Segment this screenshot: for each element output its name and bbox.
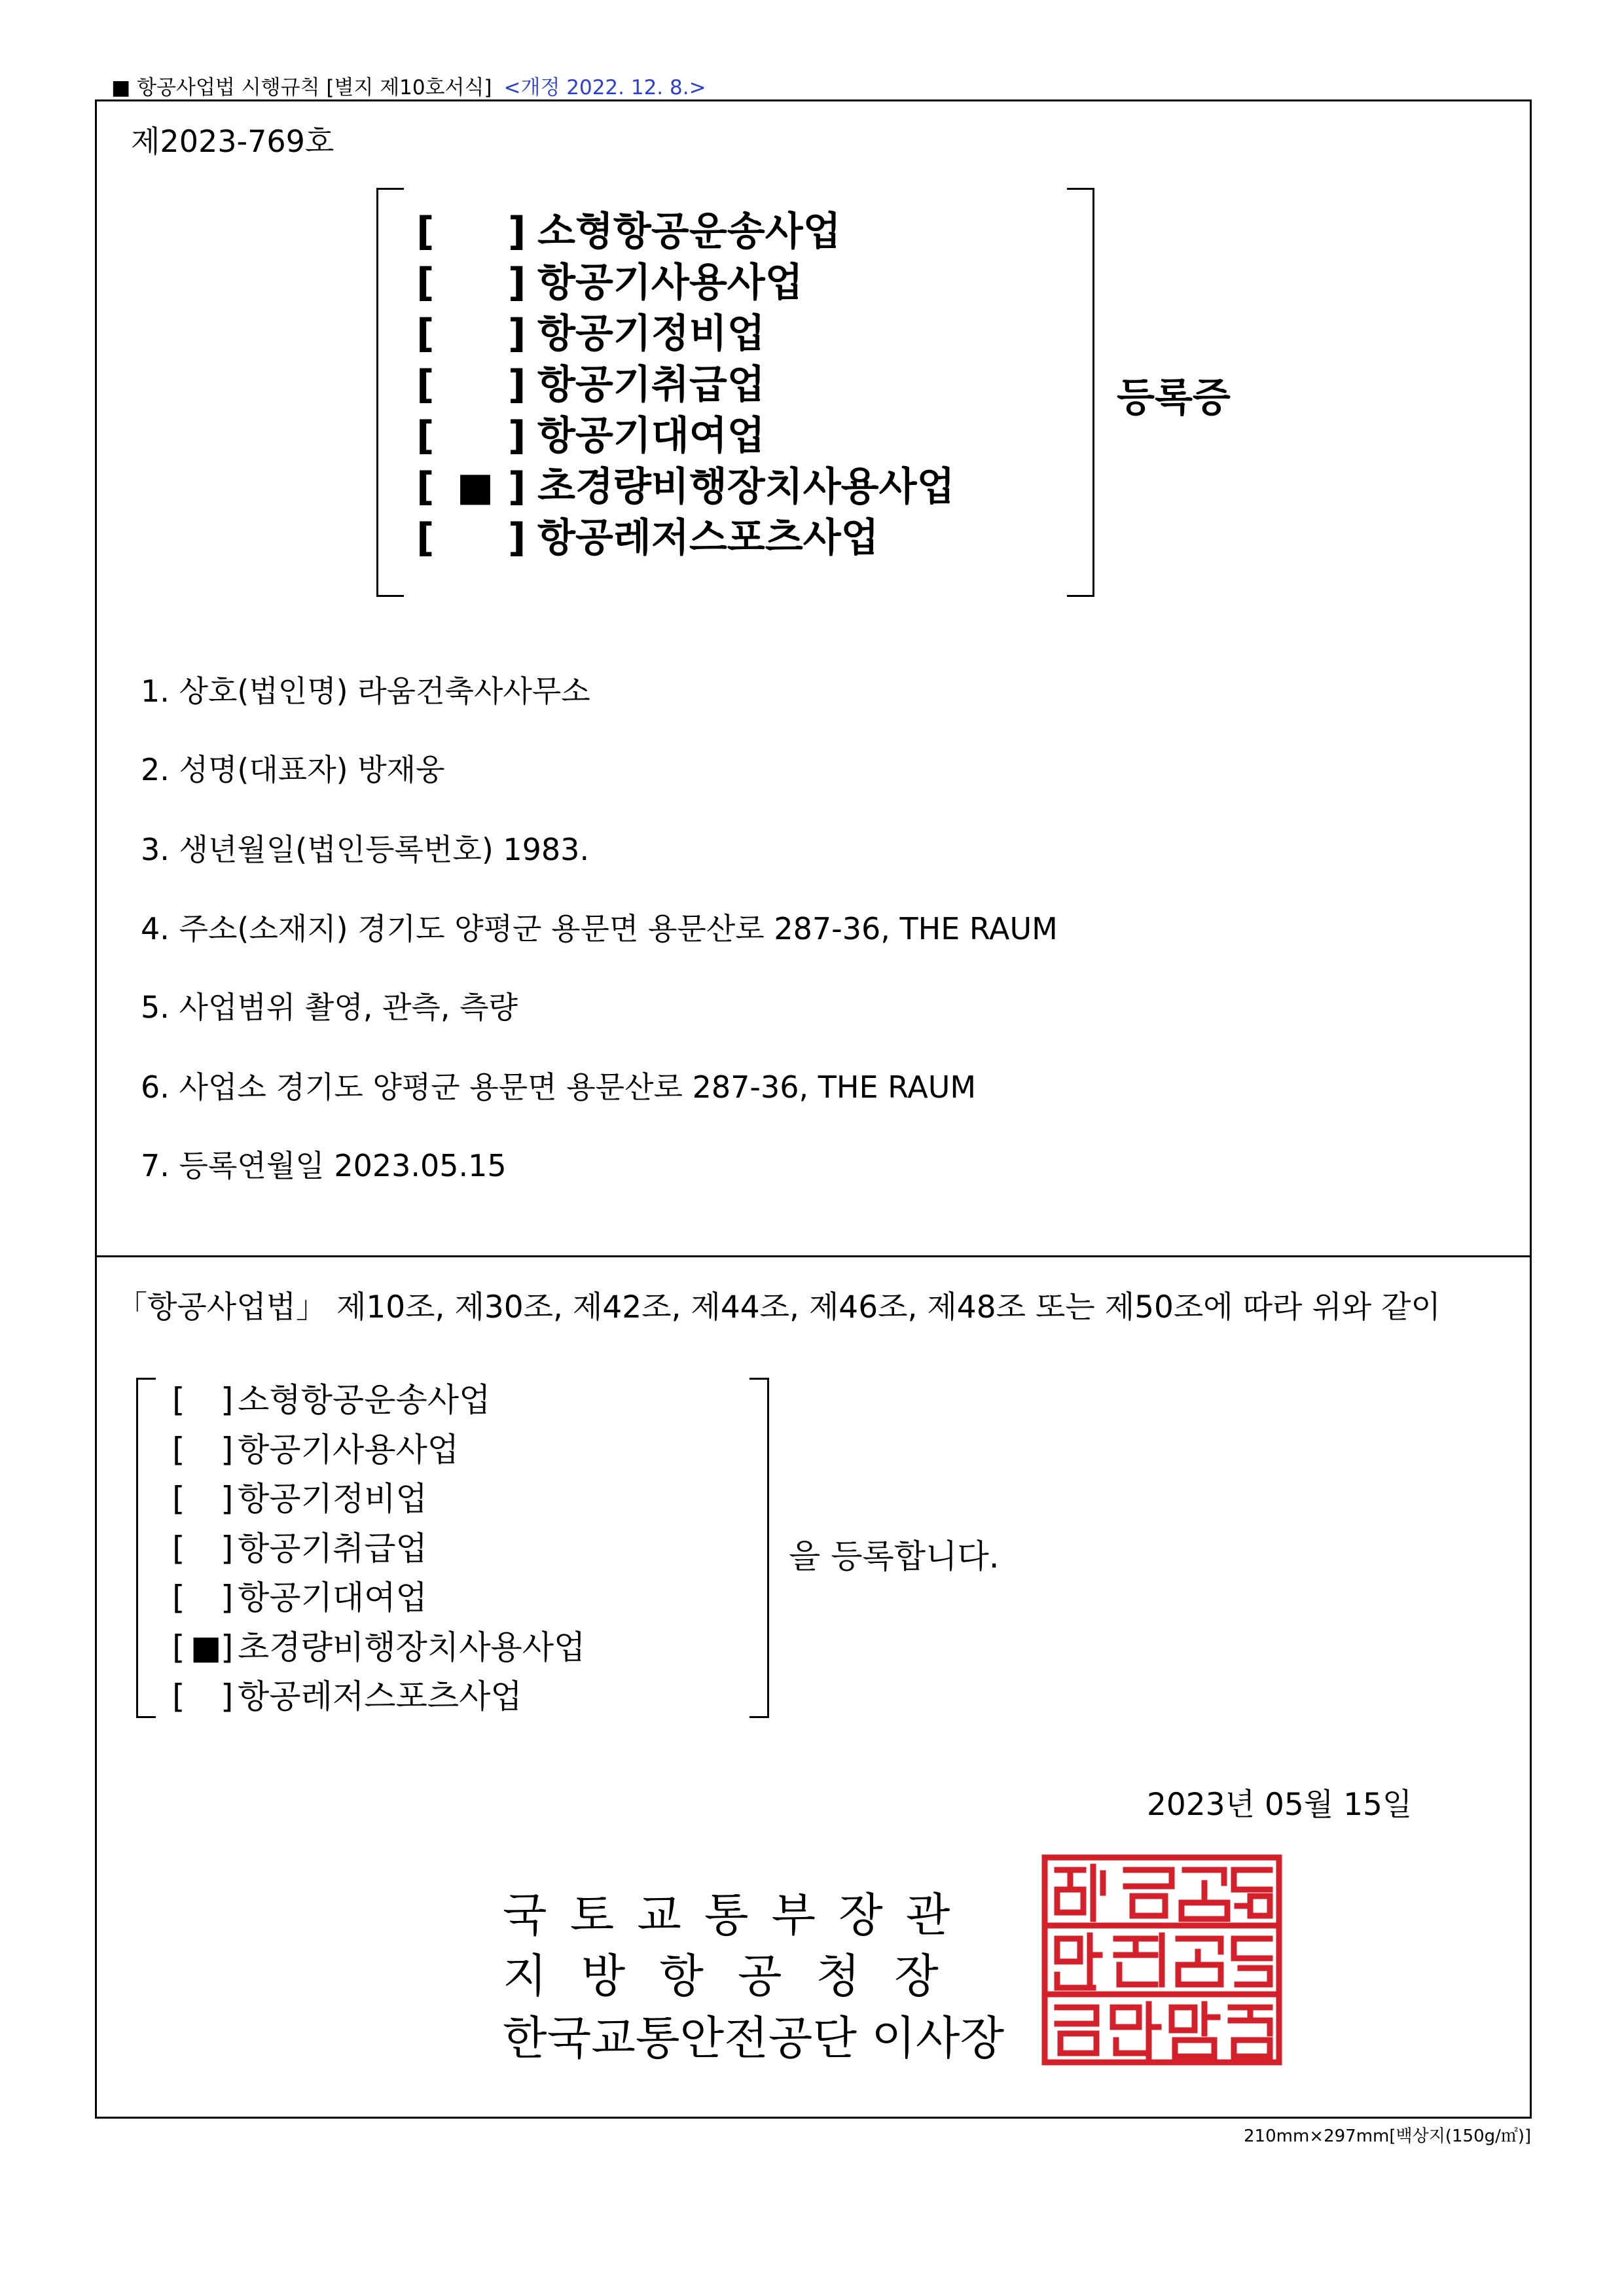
business-type-label: 항공기대여업 (238, 1579, 427, 1617)
business-type-label: 항공레저스포츠사업 (238, 1677, 522, 1715)
business-type-item: [ ] 항공기취급업 (172, 1529, 427, 1568)
amendment-note: <개정 2022. 12. 8.> (503, 76, 706, 99)
info-item-address: 4. 주소(소재지) 경기도 양평군 용문면 용문산로 287-36, THE RAUM (141, 911, 1058, 946)
info-item-scope: 5. 사업범위 촬영, 관측, 측량 (141, 990, 518, 1025)
big-bracket-right (1067, 188, 1094, 597)
issue-date: 2023년 05월 15일 (1147, 1787, 1413, 1823)
authority-kotsa-president: 한국교통안전공단 이사장 (503, 2011, 1005, 2065)
business-type-item: [ ] 항공기취급업 (416, 362, 765, 408)
business-type-item: [ ] 항공레저스포츠사업 (172, 1677, 522, 1715)
form-header-title: ■ 항공사업법 시행규칙 [별지 제10호서식] (111, 76, 492, 99)
checkbox-mark: ■ (456, 464, 494, 510)
business-type-item: [ ] 소형항공운송사업 (172, 1381, 491, 1419)
checkbox-mark: ■ (190, 1628, 222, 1666)
business-type-item: [ ] 소형항공운송사업 (416, 209, 841, 255)
business-type-label: 초경량비행장치사용사업 (238, 1628, 586, 1666)
law-statement: 「항공사업법」 제10조, 제30조, 제42조, 제44조, 제46조, 제48조 또는 제50조에 따라 위와 같이 (117, 1289, 1441, 1325)
info-item-representative: 2. 성명(대표자) 방재웅 (141, 752, 445, 787)
business-type-item: [ ] 항공기대여업 (416, 413, 765, 459)
info-item-company: 1. 상호(법인명) 라움건축사사무소 (141, 673, 590, 709)
business-type-label: 소형항공운송사업 (238, 1381, 491, 1419)
info-item-office: 6. 사업소 경기도 양평군 용문면 용문산로 287-36, THE RAUM (141, 1069, 977, 1105)
business-type-item: [ ■] 초경량비행장치사용사업 (172, 1623, 585, 1673)
certificate-title: 등록증 (1117, 375, 1231, 421)
info-item-birthdate: 3. 생년월일(법인등록번호) 1983. (141, 832, 590, 867)
business-type-item: [ ■ ] 초경량비행장치사용사업 (416, 461, 955, 512)
business-type-list-small (172, 1376, 585, 1722)
business-type-label: 초경량비행장치사용사업 (537, 464, 955, 510)
paper-spec: 210mm×297mm[백상지(150g/㎡)] (1244, 2126, 1532, 2146)
business-type-item: [ ] 항공기사용사업 (172, 1430, 460, 1469)
business-type-label: 소형항공운송사업 (537, 209, 841, 255)
business-type-list (416, 206, 955, 564)
business-type-label: 항공기사용사업 (537, 260, 803, 306)
business-type-label: 항공기대여업 (537, 413, 765, 459)
business-type-label: 항공기취급업 (238, 1529, 427, 1568)
form-header (111, 71, 706, 100)
business-type-item: [ ] 항공기정비업 (416, 311, 765, 357)
register-statement: 을 등록합니다. (789, 1537, 1000, 1575)
business-type-label: 항공기취급업 (537, 362, 765, 408)
business-type-label: 항공기사용사업 (238, 1430, 460, 1469)
business-type-item: [ ] 항공레저스포츠사업 (416, 515, 879, 561)
big-bracket-left (376, 188, 404, 597)
section-divider (95, 1255, 1532, 1257)
info-item-registration-date: 7. 등록연월일 2023.05.15 (141, 1148, 507, 1183)
business-type-label: 항공레저스포츠사업 (537, 515, 879, 561)
business-type-item: [ ] 항공기정비업 (172, 1480, 427, 1518)
official-seal-icon (1041, 1854, 1283, 2066)
small-bracket-left (136, 1378, 156, 1718)
business-type-item: [ ] 항공기대여업 (172, 1579, 427, 1617)
business-type-label: 항공기정비업 (537, 311, 765, 357)
small-bracket-right (749, 1378, 769, 1718)
authority-regional-office: 지방항공청장 (503, 1949, 973, 2003)
business-type-label: 항공기정비업 (238, 1480, 427, 1518)
business-type-item: [ ] 항공기사용사업 (416, 260, 803, 306)
certificate-number: 제2023-769호 (131, 124, 334, 159)
authority-minister: 국토교통부장관 (503, 1888, 973, 1942)
